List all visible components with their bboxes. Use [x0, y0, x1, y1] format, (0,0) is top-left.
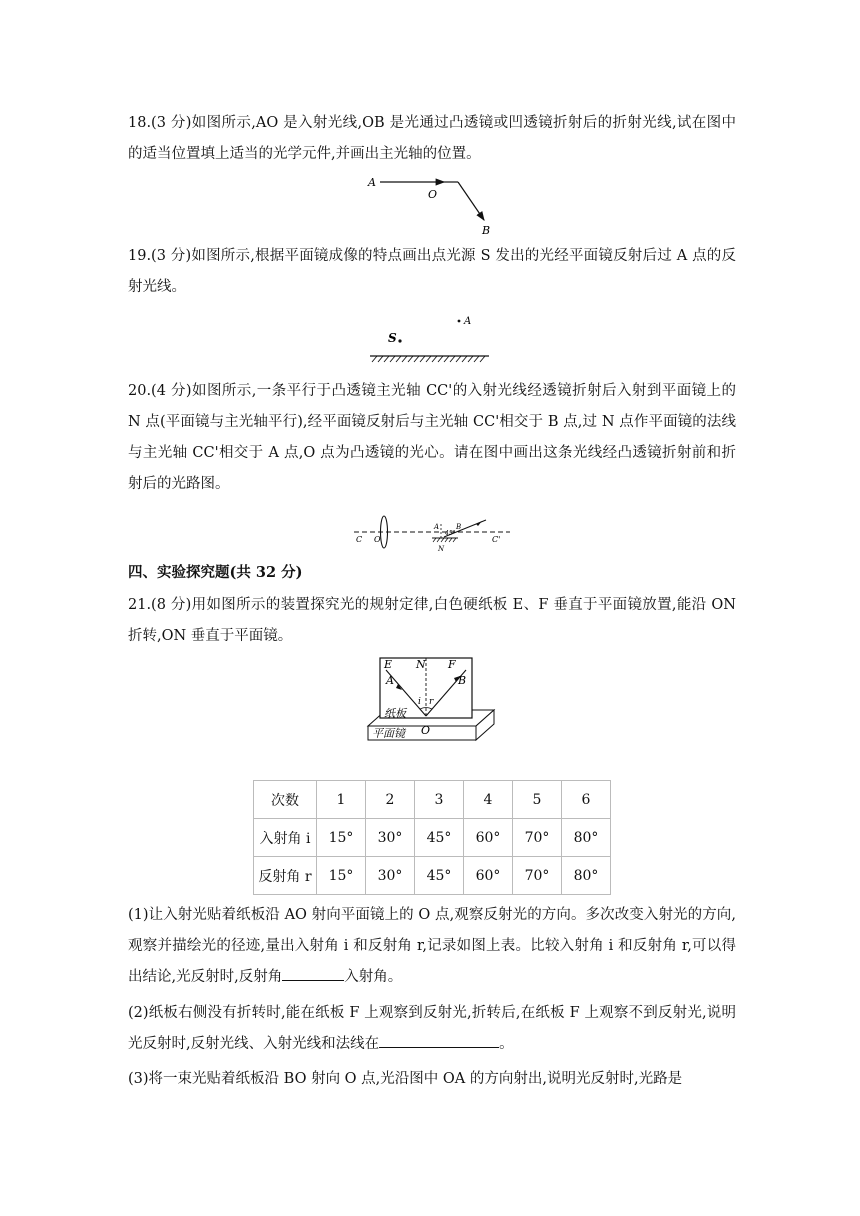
point-source-s	[398, 339, 401, 342]
label-b: B	[456, 523, 462, 531]
answer-blank-1[interactable]	[282, 962, 344, 981]
table-cell: 6	[562, 781, 611, 819]
table-cell: 30°	[366, 857, 415, 895]
table-cell: 30°	[366, 819, 415, 857]
section-4-heading: 四、实验探究题(共 32 分)	[128, 564, 303, 581]
label-o: O	[428, 188, 438, 201]
label-c-prime: C'	[492, 535, 501, 544]
label-e: E	[384, 658, 393, 671]
q19-figure	[368, 310, 492, 366]
refracted-ray-ob	[458, 182, 484, 220]
part-1-text: (1)让入射光贴着纸板沿 AO 射向平面镜上的 O 点,观察反射光的方向。多次改变入射光的方向,观察并描绘光的径迹,量出入射角 i 和反射角 r,记录如图上表。比较入射角 i 和反射角 r,可以得出结论,光反射时,反射角	[128, 907, 736, 985]
label-a: A	[464, 316, 472, 327]
table-cell: 45°	[415, 857, 464, 895]
mirror-hatching	[433, 538, 456, 542]
table-cell: 60°	[464, 819, 513, 857]
table-cell: 1	[317, 781, 366, 819]
question-21-part-3: (3)将一束光贴着纸板沿 BO 射向 O 点,光沿图中 OA 的方向射出,说明光反射时,光路是	[128, 1071, 683, 1087]
question-21-part-1	[128, 900, 736, 993]
label-f: F	[448, 658, 456, 671]
label-r: r	[429, 697, 434, 707]
table-row	[254, 781, 611, 819]
mirror-hatching	[372, 356, 485, 362]
table-cell: 15°	[317, 857, 366, 895]
table-row	[254, 819, 611, 857]
table-cell: 次数	[254, 781, 317, 819]
label-a: A	[386, 674, 394, 687]
question-20-text: 20.(4 分)如图所示,一条平行于凸透镜主光轴 CC'的入射光线经透镜折射后入射到平面镜上的 N 点(平面镜与主光轴平行),经平面镜反射后与主光轴 CC'相交于 B 点,过 N 点作平面镜的法线与主光轴 CC'相交于 A 点,O 点为凸透镜的光心。请在图中画出这条光线经凸透镜折射前和折射后的光路图。	[128, 383, 736, 492]
part-2-tail: 。	[499, 1036, 514, 1052]
table-cell: 70°	[513, 857, 562, 895]
label-a: A	[368, 176, 376, 189]
q18-figure	[360, 168, 500, 238]
part-2-text: (2)纸板右侧没有折转时,能在纸板 F 上观察到反射光,折转后,在纸板 F 上观察不到反射光,说明光反射时,反射光线、入射光线和法线在	[128, 1005, 736, 1052]
table-cell: 15°	[317, 819, 366, 857]
q20-figure	[352, 512, 512, 554]
label-a: A	[434, 523, 440, 531]
table-cell: 70°	[513, 819, 562, 857]
table-cell: 4	[464, 781, 513, 819]
angle-data-table	[253, 780, 611, 895]
label-s: S	[388, 331, 397, 345]
answer-blank-2[interactable]	[379, 1029, 499, 1048]
question-18-text: 18.(3 分)如图所示,AO 是入射光线,OB 是光通过凸透镜或凹透镜折射后的折射光线,试在图中的适当位置填上适当的光学元件,并画出主光轴的位置。	[128, 115, 736, 162]
table-row	[254, 857, 611, 895]
label-board: 纸板	[384, 707, 406, 720]
table-cell: 2	[366, 781, 415, 819]
table-cell: 反射角 r	[254, 857, 317, 895]
label-n: N	[438, 545, 445, 553]
label-o: O	[374, 535, 381, 544]
label-angle: 45°	[445, 530, 456, 537]
label-o: O	[421, 724, 431, 737]
label-c: C	[356, 535, 363, 544]
table-cell: 45°	[415, 819, 464, 857]
question-19-text: 19.(3 分)如图所示,根据平面镜成像的特点画出点光源 S 发出的光经平面镜反射后过 A 点的反射光线。	[128, 248, 736, 295]
question-21-part-2	[128, 998, 736, 1060]
label-i: i	[418, 697, 421, 707]
label-mirror: 平面镜	[372, 727, 405, 740]
part-1-tail: 入射角。	[344, 969, 403, 985]
q21-apparatus-figure	[366, 654, 498, 746]
table-cell: 5	[513, 781, 562, 819]
point-a	[458, 320, 461, 323]
question-21-text: 21.(8 分)用如图所示的装置探究光的规射定律,白色硬纸板 E、F 垂直于平面镜放置,能沿 ON 折转,ON 垂直于平面镜。	[128, 597, 736, 644]
label-n: N	[416, 658, 426, 671]
label-b: B	[458, 674, 467, 687]
table-cell: 60°	[464, 857, 513, 895]
label-b: B	[482, 224, 491, 237]
table-cell: 3	[415, 781, 464, 819]
table-cell: 80°	[562, 857, 611, 895]
table-cell: 80°	[562, 819, 611, 857]
table-cell: 入射角 i	[254, 819, 317, 857]
